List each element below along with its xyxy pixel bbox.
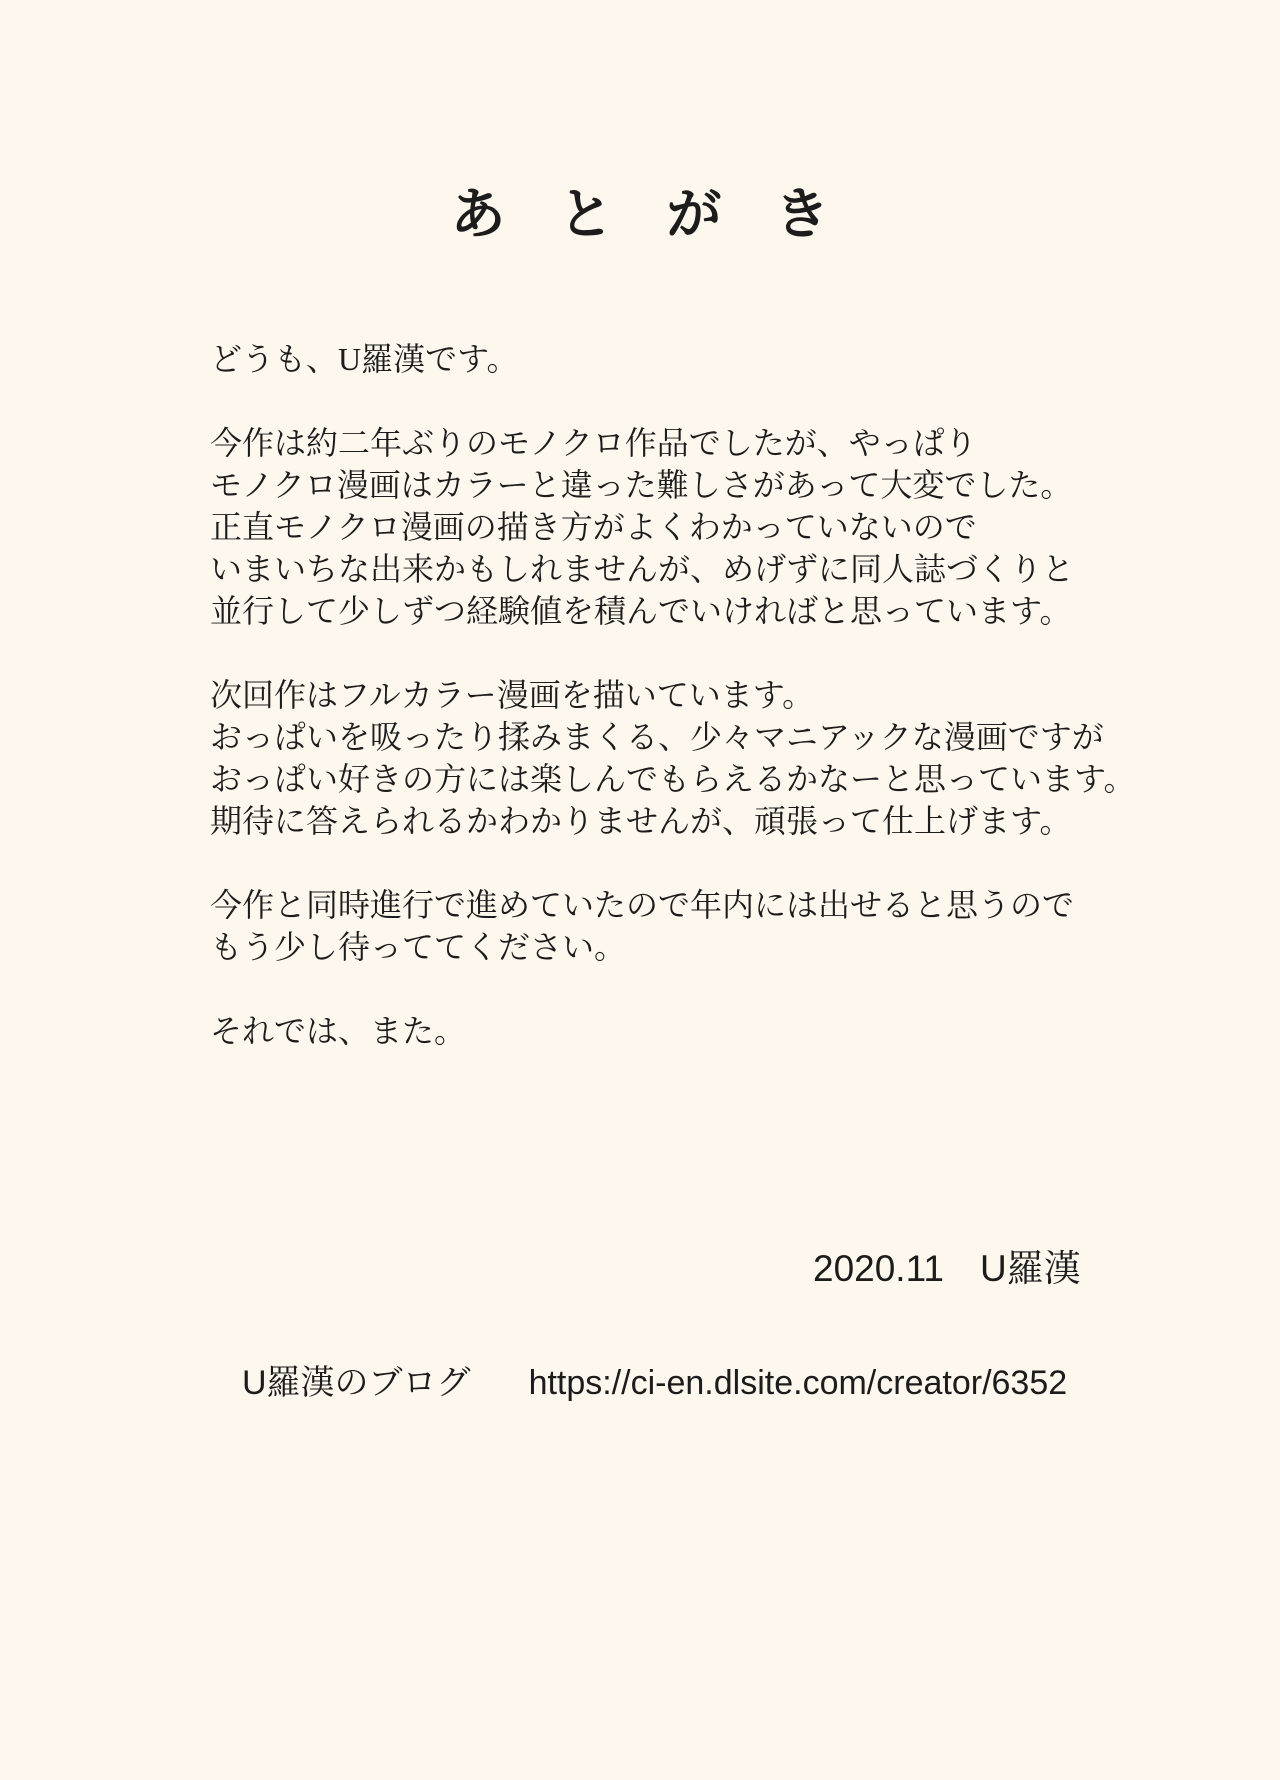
signature-author-name: U羅漢 bbox=[980, 1248, 1081, 1289]
body-line: 期待に答えられるかわかりませんが、頑張って仕上げます。 bbox=[210, 803, 1072, 839]
footer bbox=[242, 1363, 1067, 1404]
body-line: 次回作はフルカラー漫画を描いています。 bbox=[210, 677, 815, 713]
body-line: 今作と同時進行で進めていたので年内には出せると思うので bbox=[210, 887, 1075, 923]
paragraph-next-work bbox=[210, 674, 1135, 842]
body-line: 正直モノクロ漫画の描き方がよくわかっていないので bbox=[210, 509, 977, 545]
paragraph-farewell bbox=[210, 1010, 1135, 1052]
signature-date: 2020.11 bbox=[813, 1248, 944, 1289]
body-line: おっぱい好きの方には楽しんでもらえるかなーと思っています。 bbox=[210, 761, 1136, 797]
paragraph-release-schedule bbox=[210, 884, 1135, 968]
paragraph-greeting bbox=[210, 338, 1135, 380]
body-line: もう少し待っててください。 bbox=[210, 929, 627, 965]
body-line: それでは、また。 bbox=[210, 1013, 467, 1049]
body-line: いまいちな出来かもしれませんが、めげずに同人誌づくりと bbox=[210, 551, 1075, 587]
blog-label: U羅漢のブログ bbox=[242, 1364, 471, 1402]
body-line: モノクロ漫画はカラーと違った難しさがあって大変でした。 bbox=[210, 467, 1073, 503]
body-line: 今作は約二年ぶりのモノクロ作品でしたが、やっぱり bbox=[210, 425, 977, 461]
afterword-body bbox=[210, 338, 1135, 1094]
blog-url: https://ci-en.dlsite.com/creator/6352 bbox=[528, 1364, 1068, 1402]
paragraph-monochrome bbox=[210, 422, 1135, 632]
page-title: あとがき bbox=[450, 184, 883, 245]
body-line: 並行して少しずつ経験値を積んでいければと思っています。 bbox=[210, 593, 1072, 629]
body-line: おっぱいを吸ったり揉みまくる、少々マニアックな漫画ですが bbox=[210, 719, 1104, 755]
signature bbox=[813, 1249, 1081, 1290]
body-line: どうも、U羅漢です。 bbox=[210, 341, 519, 377]
